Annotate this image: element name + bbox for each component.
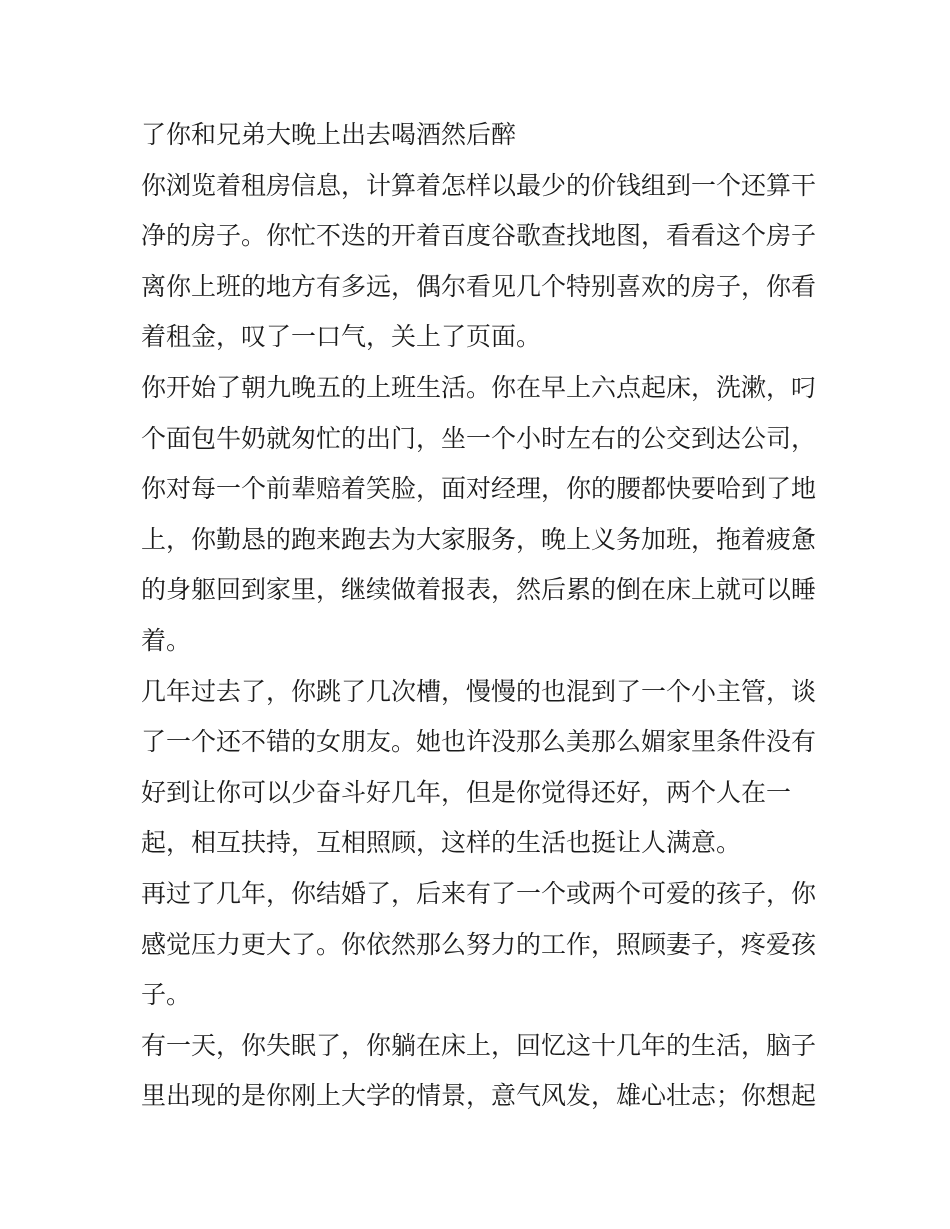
text-line: 的身躯回到家里，继续做着报表，然后累的倒在床上就可以睡 xyxy=(141,575,817,605)
body-text xyxy=(141,110,821,1122)
text-line: 起，相互扶持，互相照顾，这样的生活也挺让人满意。 xyxy=(141,828,742,858)
text-line: 了你和兄弟大晚上出去喝酒然后醉 xyxy=(141,120,517,149)
text-line: 上，你勤恳的跑来跑去为大家服务，晚上义务加班，拖着疲惫 xyxy=(141,524,817,554)
text-line: 着租金，叹了一口气，关上了页面。 xyxy=(141,322,542,352)
text-line: 离你上班的地方有多远，偶尔看见几个特别喜欢的房子，你看 xyxy=(141,271,817,301)
text-line: 净的房子。你忙不迭的开着百度谷歌查找地图，看看这个房子 xyxy=(141,221,817,251)
text-line: 再过了几年，你结婚了，后来有了一个或两个可爱的孩子，你 xyxy=(141,878,817,908)
text-line: 个面包牛奶就匆忙的出门，坐一个小时左右的公交到达公司， xyxy=(141,423,817,453)
text-line: 有一天，你失眠了，你躺在床上，回忆这十几年的生活，脑子 xyxy=(141,1030,817,1060)
text-line: 好到让你可以少奋斗好几年，但是你觉得还好，两个人在一 xyxy=(141,777,792,807)
text-line: 了一个还不错的女朋友。她也许没那么美那么媚家里条件没有 xyxy=(141,727,817,757)
text-line: 你开始了朝九晚五的上班生活。你在早上六点起床，洗漱，叼 xyxy=(141,372,817,402)
text-line: 你对每一个前辈赔着笑脸，面对经理，你的腰都快要哈到了地 xyxy=(141,474,817,504)
text-line: 着。 xyxy=(141,625,192,655)
text-line: 子。 xyxy=(141,980,192,1010)
text-line: 几年过去了，你跳了几次槽，慢慢的也混到了一个小主管，谈 xyxy=(141,676,817,706)
text-line: 感觉压力更大了。你依然那么努力的工作，照顾妻子，疼爱孩 xyxy=(141,929,817,959)
text-line: 你浏览着租房信息，计算着怎样以最少的价钱组到一个还算干 xyxy=(141,170,817,200)
text-line: 里出现的是你刚上大学的情景，意气风发，雄心壮志；你想起 xyxy=(141,1081,817,1111)
